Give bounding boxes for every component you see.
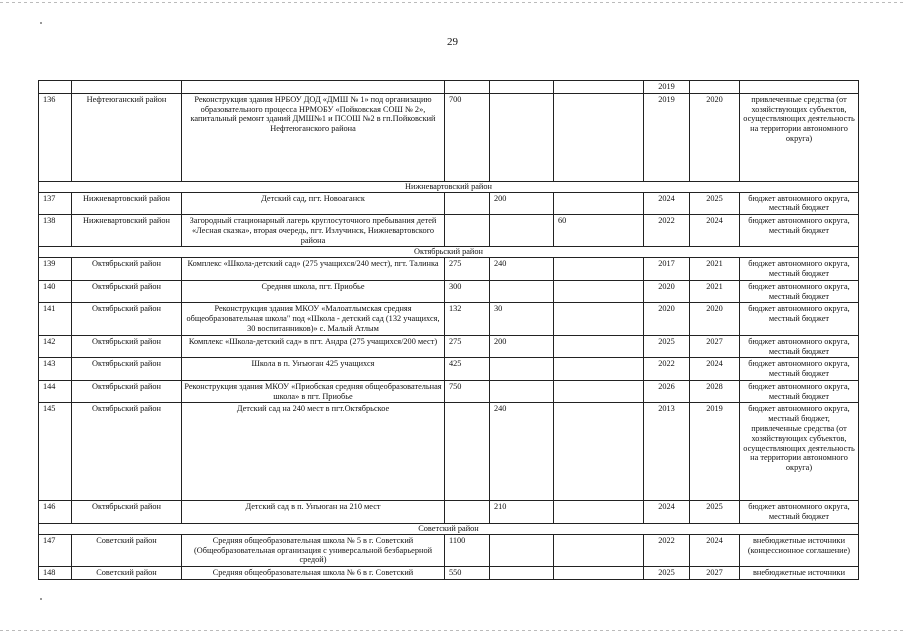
- cell-district: Октябрьский район: [72, 335, 182, 358]
- table-row: [39, 501, 859, 524]
- cell-v1: 550: [445, 567, 490, 580]
- cell-end-year: 2024: [690, 358, 740, 381]
- cell-v1: 1100: [445, 534, 490, 566]
- cell-v3: [554, 403, 644, 501]
- cell-source: бюджет автономного округа, местный бюджет: [740, 192, 859, 215]
- cell-v1: 275: [445, 335, 490, 358]
- cell-source: привлеченные средства (от хозяйствующих субъектов, осуществляющих деятельность на территории автономного округа): [740, 93, 859, 181]
- table-row: [39, 192, 859, 215]
- cell-v2: [490, 534, 554, 566]
- cell-v2: [490, 380, 554, 403]
- cell-source: бюджет автономного округа, местный бюджет: [740, 215, 859, 247]
- table-row: [39, 335, 859, 358]
- cell-v2: 240: [490, 258, 554, 281]
- cell-start-year: 2022: [644, 358, 690, 381]
- cell-v1: 700: [445, 93, 490, 181]
- cell-num: 146: [39, 501, 72, 524]
- cell-start-year: 2024: [644, 501, 690, 524]
- cell-v3: [554, 192, 644, 215]
- cell-district: Октябрьский район: [72, 358, 182, 381]
- cell-v2: [490, 280, 554, 303]
- cell-num: [39, 81, 72, 94]
- objects-table: [38, 80, 859, 580]
- cell-name: Реконструкция здания НРБОУ ДОД «ДМШ № 1» под организацию образовательного процесса НРМОБУ «Пойковская СОШ № 2», капитальный ремонт зданий ДМШ№1 и ПСОШ №2 в гп.Пойковский Нефтеюганского района: [182, 93, 445, 181]
- cell-v1: 750: [445, 380, 490, 403]
- cell-start-year: 2022: [644, 215, 690, 247]
- cell-num: 145: [39, 403, 72, 501]
- cell-end-year: [690, 81, 740, 94]
- cell-end-year: 2027: [690, 567, 740, 580]
- cell-v2: 200: [490, 192, 554, 215]
- cell-district: Октябрьский район: [72, 280, 182, 303]
- cell-district: Советский район: [72, 534, 182, 566]
- cell-v3: [554, 81, 644, 94]
- cell-v3: [554, 280, 644, 303]
- cell-v1: [445, 192, 490, 215]
- cell-num: 143: [39, 358, 72, 381]
- cell-end-year: 2021: [690, 280, 740, 303]
- cell-v2: 210: [490, 501, 554, 524]
- cell-start-year: 2019: [644, 81, 690, 94]
- cell-v3: [554, 380, 644, 403]
- cell-district: Октябрьский район: [72, 258, 182, 281]
- cell-start-year: 2020: [644, 303, 690, 335]
- cell-v3: [554, 501, 644, 524]
- cell-v2: [490, 93, 554, 181]
- cell-source: бюджет автономного округа, местный бюджет: [740, 258, 859, 281]
- cell-source: бюджет автономного округа, местный бюджет: [740, 358, 859, 381]
- cell-source: бюджет автономного округа, местный бюджет: [740, 501, 859, 524]
- cell-district: Октябрьский район: [72, 403, 182, 501]
- cell-source: бюджет автономного округа, местный бюджет: [740, 280, 859, 303]
- cell-name: Комплекс «Школа-детский сад» в пгт. Андра (275 учащихся/200 мест): [182, 335, 445, 358]
- cell-v2: 30: [490, 303, 554, 335]
- cell-source: бюджет автономного округа, местный бюджет: [740, 380, 859, 403]
- cell-source: бюджет автономного округа, местный бюджет: [740, 303, 859, 335]
- cell-start-year: 2017: [644, 258, 690, 281]
- cell-start-year: 2022: [644, 534, 690, 566]
- page-number: 29: [447, 36, 458, 48]
- table-row: [39, 303, 859, 335]
- cell-source: бюджет автономного округа, местный бюджет, привлеченные средства (от хозяйствующих субъектов, осуществляющих деятельность на территории автономного округа): [740, 403, 859, 501]
- cell-name: Комплекс «Школа-детский сад» (275 учащихся/240 мест), пгт. Талинка: [182, 258, 445, 281]
- cell-end-year: 2025: [690, 501, 740, 524]
- cell-source: внебюджетные источники: [740, 567, 859, 580]
- cell-start-year: 2025: [644, 335, 690, 358]
- cell-v1: 132: [445, 303, 490, 335]
- cell-v1: [445, 403, 490, 501]
- cell-name: Детский сад в п. Унъюган на 210 мест: [182, 501, 445, 524]
- cell-name: Реконструкция здания МКОУ «Приобская средняя общеобразовательная школа» в пгт. Приобье: [182, 380, 445, 403]
- cell-num: 140: [39, 280, 72, 303]
- cell-v3: [554, 303, 644, 335]
- table-row: [39, 380, 859, 403]
- table-body: [39, 81, 859, 580]
- cell-num: 136: [39, 93, 72, 181]
- cell-end-year: 2020: [690, 303, 740, 335]
- cell-v3: [554, 93, 644, 181]
- cell-v2: [490, 215, 554, 247]
- cell-end-year: 2024: [690, 215, 740, 247]
- cell-district: Октябрьский район: [72, 303, 182, 335]
- section-title: Октябрьский район: [39, 247, 859, 258]
- cell-v3: [554, 335, 644, 358]
- cell-start-year: 2020: [644, 280, 690, 303]
- cell-end-year: 2027: [690, 335, 740, 358]
- cell-district: Октябрьский район: [72, 501, 182, 524]
- cell-v1: [445, 215, 490, 247]
- cell-end-year: 2024: [690, 534, 740, 566]
- section-header-row: [39, 523, 859, 534]
- cell-v3: [554, 567, 644, 580]
- scan-artifact-top: [0, 2, 905, 3]
- cell-start-year: 2025: [644, 567, 690, 580]
- cell-source: бюджет автономного округа, местный бюджет: [740, 335, 859, 358]
- section-header-row: [39, 247, 859, 258]
- cell-district: Нефтеюганский район: [72, 93, 182, 181]
- cell-v2: [490, 81, 554, 94]
- cell-v2: 200: [490, 335, 554, 358]
- cell-end-year: 2025: [690, 192, 740, 215]
- cell-num: 147: [39, 534, 72, 566]
- cell-v3: [554, 258, 644, 281]
- cell-v2: 240: [490, 403, 554, 501]
- section-title: Нижневартовский район: [39, 181, 859, 192]
- cell-start-year: 2024: [644, 192, 690, 215]
- table-row: [39, 403, 859, 501]
- cell-end-year: 2020: [690, 93, 740, 181]
- scan-speck: [40, 22, 42, 24]
- scan-artifact-bottom: [0, 630, 905, 631]
- cell-v1: 275: [445, 258, 490, 281]
- table-row: [39, 567, 859, 580]
- cell-district: Октябрьский район: [72, 380, 182, 403]
- cell-source: внебюджетные источники (концессионное соглашение): [740, 534, 859, 566]
- cell-name: Детский сад, пгт. Новоаганск: [182, 192, 445, 215]
- cell-end-year: 2019: [690, 403, 740, 501]
- section-header-row: [39, 181, 859, 192]
- cell-district: Советский район: [72, 567, 182, 580]
- cell-start-year: 2013: [644, 403, 690, 501]
- cell-name: [182, 81, 445, 94]
- cell-district: Нижневартовский район: [72, 215, 182, 247]
- objects-table-wrap: [38, 80, 858, 580]
- table-row: [39, 534, 859, 566]
- table-row: [39, 258, 859, 281]
- cell-v2: [490, 358, 554, 381]
- cell-v1: 300: [445, 280, 490, 303]
- cell-district: [72, 81, 182, 94]
- cell-name: Загородный стационарный лагерь круглосуточного пребывания детей «Лесная сказка», вторая очередь, пгт. Излучинск, Нижневартовского района: [182, 215, 445, 247]
- cell-v1: [445, 501, 490, 524]
- cell-name: Детский сад на 240 мест в пгт.Октябрьское: [182, 403, 445, 501]
- cell-num: 138: [39, 215, 72, 247]
- cell-num: 137: [39, 192, 72, 215]
- cell-name: Средняя общеобразовательная школа № 5 в г. Советский (Общеобразовательная организация с универсальной безбарьерной средой): [182, 534, 445, 566]
- cell-v3: [554, 534, 644, 566]
- cell-v3: 60: [554, 215, 644, 247]
- cell-v1: 425: [445, 358, 490, 381]
- cell-num: 148: [39, 567, 72, 580]
- cell-name: Школа в п. Унъюган 425 учащихся: [182, 358, 445, 381]
- cell-num: 144: [39, 380, 72, 403]
- table-row: [39, 280, 859, 303]
- cell-name: Реконструкция здания МКОУ «Малоатлымская средняя общеобразовательная школа" под «Школа - детский сад (132 учащихся, 30 воспитанников)» с. Малый Атлым: [182, 303, 445, 335]
- cell-num: 141: [39, 303, 72, 335]
- cell-district: Нижневартовский район: [72, 192, 182, 215]
- scan-speck: [40, 598, 42, 600]
- table-row-continuation: [39, 81, 859, 94]
- cell-end-year: 2028: [690, 380, 740, 403]
- cell-num: 142: [39, 335, 72, 358]
- cell-v2: [490, 567, 554, 580]
- cell-v3: [554, 358, 644, 381]
- table-row: [39, 215, 859, 247]
- cell-end-year: 2021: [690, 258, 740, 281]
- cell-v1: [445, 81, 490, 94]
- cell-num: 139: [39, 258, 72, 281]
- section-title: Советский район: [39, 523, 859, 534]
- table-row: [39, 93, 859, 181]
- cell-start-year: 2019: [644, 93, 690, 181]
- cell-name: Средняя общеобразовательная школа № 6 в г. Советский: [182, 567, 445, 580]
- table-row: [39, 358, 859, 381]
- cell-name: Средняя школа, пгт. Приобье: [182, 280, 445, 303]
- cell-start-year: 2026: [644, 380, 690, 403]
- cell-source: [740, 81, 859, 94]
